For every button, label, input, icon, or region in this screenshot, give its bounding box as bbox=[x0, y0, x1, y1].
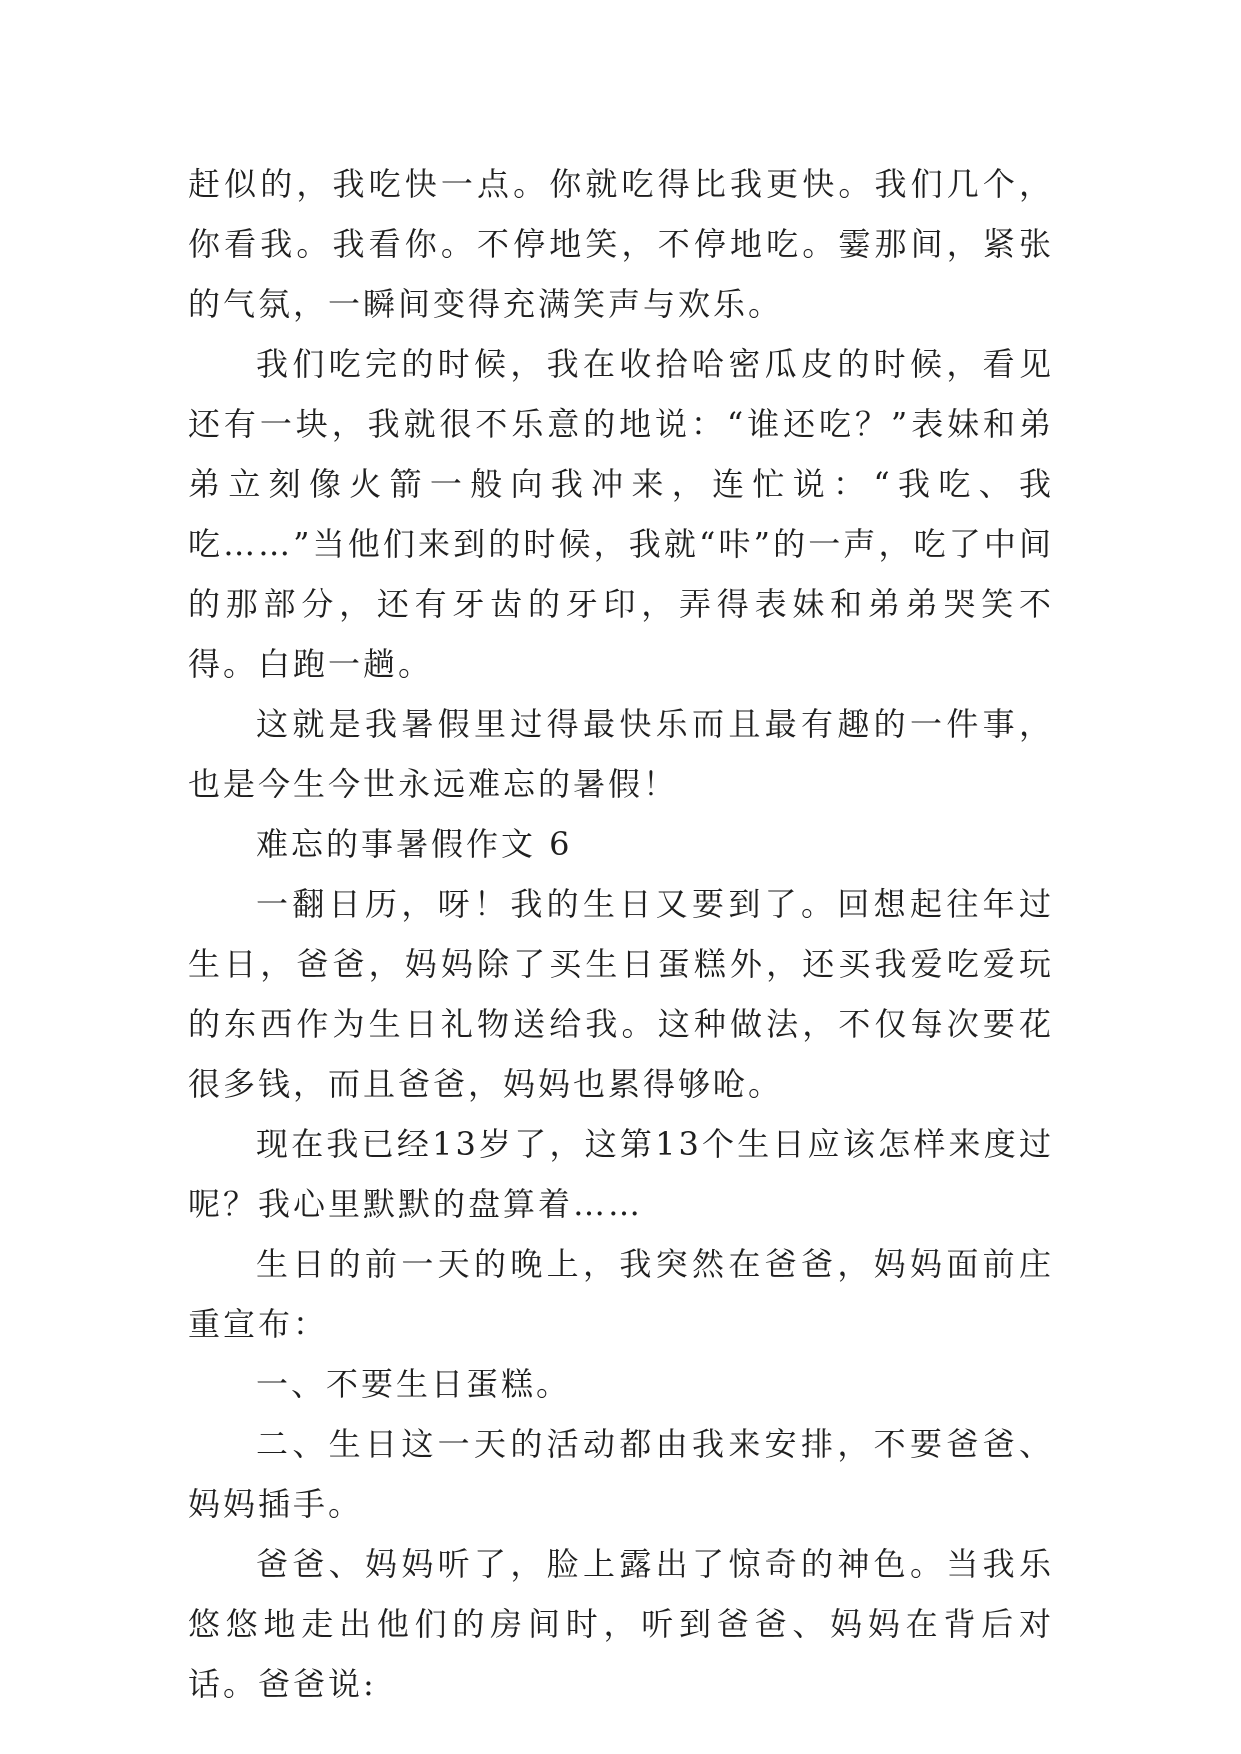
paragraph-4: 一翻日历，呀！我的生日又要到了。回想起往年过生日，爸爸，妈妈除了买生日蛋糕外，还买我爱吃爱玩的东西作为生日礼物送给我。这种做法，不仅每次要花很多钱，而且爸爸，妈妈也累得够呛。 bbox=[188, 885, 1054, 1103]
paragraph-8: 二、生日这一天的活动都由我来安排，不要爸爸、妈妈插手。 bbox=[188, 1425, 1054, 1523]
paragraph-7: 一、不要生日蛋糕。 bbox=[256, 1365, 572, 1403]
paragraph-6: 生日的前一天的晚上，我突然在爸爸，妈妈面前庄重宣布： bbox=[188, 1245, 1054, 1343]
paragraph-1: 赶似的，我吃快一点。你就吃得比我更快。我们几个，你看我。我看你。不停地笑，不停地吃。霎那间，紧张的气氛，一瞬间变得充满笑声与欢乐。 bbox=[188, 165, 1054, 323]
paragraph-3: 这就是我暑假里过得最快乐而且最有趣的一件事，也是今生今世永远难忘的暑假！ bbox=[188, 705, 1054, 803]
paragraph-2: 我们吃完的时候，我在收拾哈密瓜皮的时候，看见还有一块，我就很不乐意的地说：“谁还吃？”表妹和弟弟立刻像火箭一般向我冲来，连忙说：“我吃、我吃……”当他们来到的时候，我就“咔”的一声，吃了中间的那部分，还有牙齿的牙印，弄得表妹和弟弟哭笑不得。白跑一趟。 bbox=[188, 345, 1054, 683]
document-body bbox=[188, 154, 1054, 1714]
paragraph-9: 爸爸、妈妈听了，脸上露出了惊奇的神色。当我乐悠悠地走出他们的房间时，听到爸爸、妈妈在背后对话。爸爸说: bbox=[188, 1545, 1054, 1703]
paragraph-5: 现在我已经13岁了，这第13个生日应该怎样来度过呢？我心里默默的盘算着…… bbox=[188, 1125, 1054, 1223]
essay-title: 难忘的事暑假作文 6 bbox=[256, 825, 573, 863]
